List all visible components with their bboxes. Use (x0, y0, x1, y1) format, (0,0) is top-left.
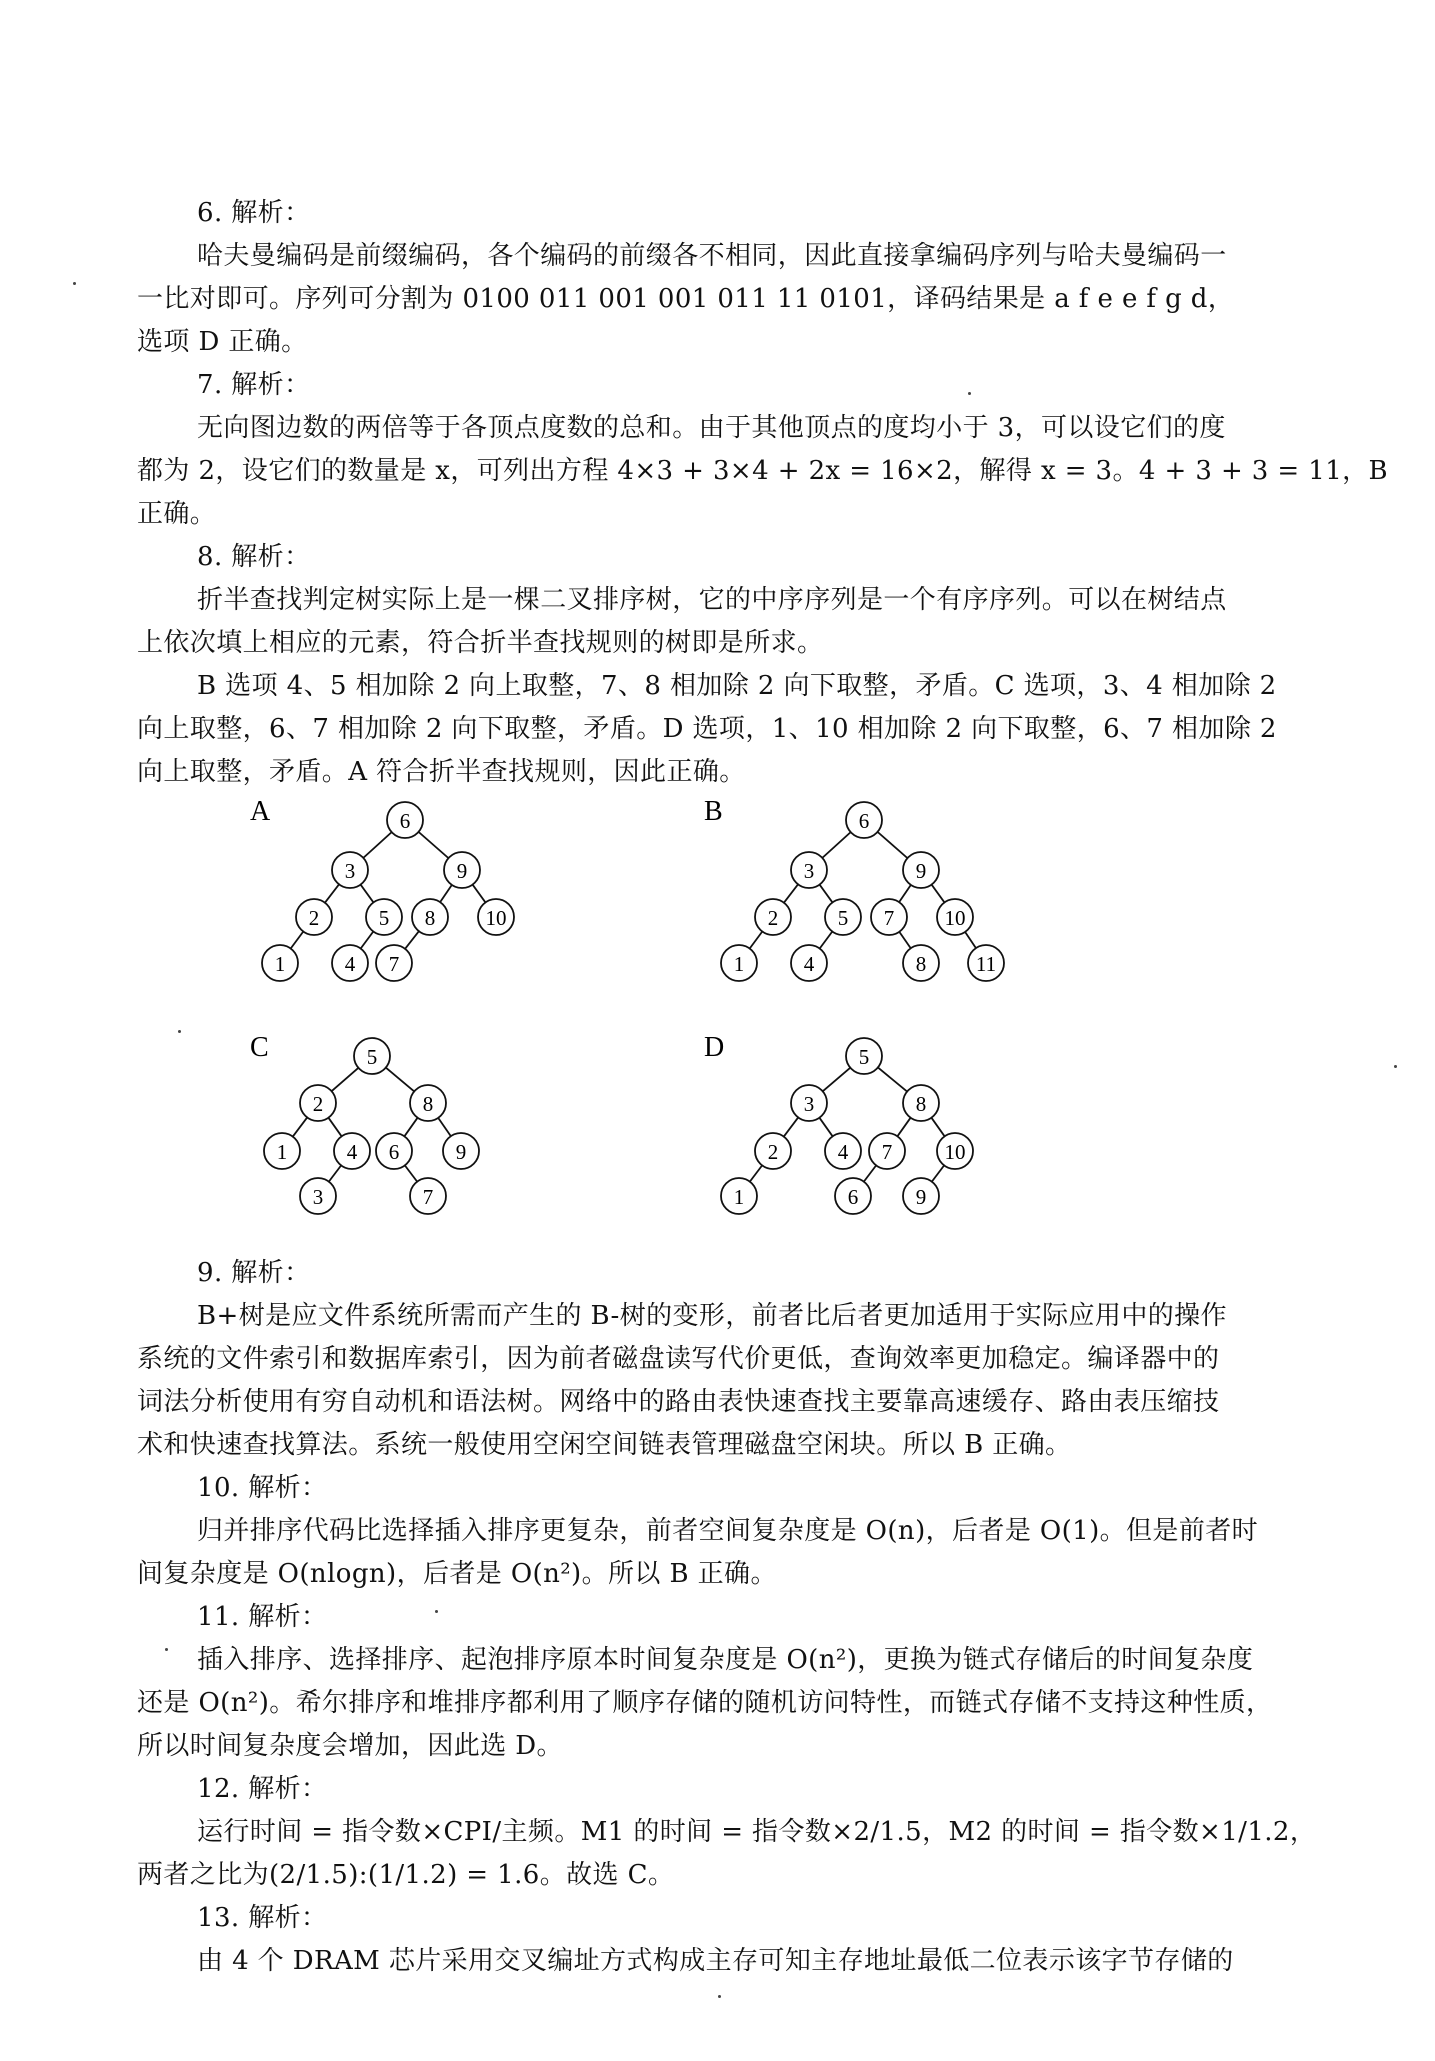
tree-node (835, 1178, 871, 1214)
tree-node-value: 2 (767, 1140, 779, 1164)
tree-edge (897, 1118, 910, 1137)
tree-node-value: 5 (366, 1045, 378, 1069)
tree-edge (291, 931, 304, 948)
tree-edge (819, 1118, 832, 1137)
tree-node (721, 1178, 757, 1214)
paragraph-line: 词法分析使用有穷自动机和语法树。网络中的路由表快速查找主要靠高速缓存、路由表压缩技 (137, 1387, 1220, 1417)
paragraph-line: 向上取整，矛盾。A 符合折半查找规则，因此正确。 (137, 757, 746, 787)
tree-edge (820, 885, 833, 903)
tree-node-value: 9 (455, 1140, 467, 1164)
tree-edge (784, 884, 798, 902)
paragraph-line: 上依次填上相应的元素，符合折半查找规则的树即是所求。 (137, 628, 824, 658)
tree-node-value: 9 (456, 859, 468, 883)
paragraph-line: 正确。 (137, 499, 217, 529)
tree-node-value: 4 (837, 1140, 849, 1164)
tree-node-value: 7 (883, 906, 895, 930)
tree-edge (386, 1068, 414, 1092)
answer-text-top (137, 192, 1389, 794)
tree-node (444, 852, 480, 888)
tree-option-label: D (704, 1032, 725, 1063)
tree-node (937, 1133, 973, 1169)
tree-node-value: 8 (424, 906, 436, 930)
scan-speck (1394, 1065, 1397, 1068)
paragraph-line: 所以时间复杂度会增加，因此选 D。 (137, 1731, 563, 1761)
section-heading: 9. 解析： (197, 1258, 311, 1288)
tree-node-value: 5 (378, 906, 390, 930)
tree-b (704, 796, 1004, 981)
tree-edge (931, 1118, 944, 1137)
tree-node (846, 802, 882, 838)
tree-node (825, 899, 861, 935)
paragraph-line: 选项 D 正确。 (137, 327, 308, 357)
tree-node (846, 1038, 882, 1074)
tree-edge (820, 931, 833, 948)
tree-node (412, 899, 448, 935)
paragraph-line: 由 4 个 DRAM 芯片采用交叉编址方式构成主存可知主存地址最低二位表示该字节存储的 (197, 1946, 1234, 1976)
tree-node-value: 6 (858, 809, 870, 833)
tree-node-value: 1 (274, 952, 286, 976)
paragraph-line: 哈夫曼编码是前缀编码，各个编码的前缀各不相同，因此直接拿编码序列与哈夫曼编码一 (197, 241, 1227, 271)
tree-option-label: A (250, 796, 271, 827)
tree-c (250, 1032, 479, 1214)
tree-edge (293, 1117, 307, 1136)
tree-node-value: 6 (847, 1185, 859, 1209)
paragraph-line: 折半查找判定树实际上是一棵二叉排序树，它的中序序列是一个有序序列。可以在树结点 (197, 585, 1227, 615)
tree-node (443, 1133, 479, 1169)
tree-node (376, 945, 412, 981)
section-heading: 6. 解析： (197, 198, 311, 228)
tree-node (937, 899, 973, 935)
tree-node-value: 7 (422, 1185, 434, 1209)
tree-node (264, 1133, 300, 1169)
answer-text-bottom (137, 1252, 1317, 1983)
tree-node-value: 2 (308, 906, 320, 930)
scan-speck (718, 1995, 721, 1998)
tree-node-value: 8 (422, 1092, 434, 1116)
tree-node-value: 4 (346, 1140, 358, 1164)
tree-edge (405, 931, 419, 949)
tree-node-value: 8 (915, 952, 927, 976)
paragraph-line: 还是 O(n²)。希尔排序和堆排序都利用了顺序存储的随机访问特性，而链式存储不支持这种性质， (137, 1688, 1273, 1718)
tree-node (366, 899, 402, 935)
tree-node-value: 9 (915, 1185, 927, 1209)
tree-edge (332, 1068, 359, 1091)
paragraph-line: 向上取整，6、7 相加除 2 向下取整，矛盾。D 选项，1、10 相加除 2 向下取整，6、7 相加除 2 (137, 714, 1277, 744)
tree-edge (965, 932, 976, 948)
tree-node-value: 9 (915, 859, 927, 883)
tree-node-value: 7 (881, 1140, 893, 1164)
paragraph-line: 归并排序代码比选择插入排序更复杂，前者空间复杂度是 O(n)，后者是 O(1)。但是前者时 (197, 1516, 1259, 1546)
paragraph-line: 一比对即可。序列可分割为 0100 011 001 001 011 11 0101，译码结果是 a f e e f g d， (137, 284, 1235, 314)
scan-speck (435, 1610, 438, 1613)
tree-node-value: 5 (858, 1045, 870, 1069)
tree-edge (419, 832, 449, 858)
paragraph-line: 运行时间 = 指令数×CPI/主频。M1 的时间 = 指令数×2/1.5，M2 的时间 = 指令数×1/1.2， (197, 1817, 1317, 1847)
tree-node-value: 11 (975, 952, 997, 976)
tree-edge (438, 1118, 451, 1136)
tree-node (387, 802, 423, 838)
tree-edge (899, 932, 910, 948)
tree-node-value: 10 (944, 906, 966, 930)
section-heading: 12. 解析： (197, 1774, 328, 1804)
tree-edge (932, 885, 945, 903)
paragraph-line: 术和快速查找算法。系统一般使用空闲空间链表管理磁盘空闲块。所以 B 正确。 (137, 1430, 1072, 1460)
tree-node-value: 5 (837, 906, 849, 930)
tree-edge (361, 885, 374, 903)
tree-node-value: 4 (344, 952, 356, 976)
tree-node-value: 6 (388, 1140, 400, 1164)
tree-node-value: 6 (399, 809, 411, 833)
tree-node (721, 945, 757, 981)
tree-node-value: 10 (944, 1140, 966, 1164)
tree-node-value: 3 (803, 1092, 815, 1116)
scan-speck (178, 1030, 181, 1033)
tree-node-value: 10 (485, 906, 507, 930)
tree-edge (750, 931, 763, 948)
tree-node (903, 852, 939, 888)
binary-search-trees-figure (250, 790, 1170, 1250)
tree-node (300, 1085, 336, 1121)
tree-node (755, 899, 791, 935)
tree-node (262, 945, 298, 981)
tree-option-label: C (250, 1032, 269, 1063)
tree-d (704, 1032, 973, 1214)
tree-edge (329, 1165, 341, 1181)
tree-node-value: 4 (803, 952, 815, 976)
paragraph-line: 插入排序、选择排序、起泡排序原本时间复杂度是 O(n²)，更换为链式存储后的时间复杂度 (197, 1645, 1254, 1675)
tree-option-label: B (704, 796, 723, 827)
paragraph-line: B 选项 4、5 相加除 2 向上取整，7、8 相加除 2 向下取整，矛盾。C 选项，3、4 相加除 2 (197, 671, 1277, 701)
tree-node (332, 852, 368, 888)
tree-edge (784, 1117, 798, 1136)
tree-edge (750, 1165, 762, 1181)
tree-node-value: 3 (312, 1185, 324, 1209)
section-heading: 13. 解析： (197, 1903, 328, 1933)
tree-node (478, 899, 514, 935)
tree-node-value: 1 (733, 952, 745, 976)
tree-node (825, 1133, 861, 1169)
tree-node (869, 1133, 905, 1169)
tree-node (296, 899, 332, 935)
tree-node (903, 945, 939, 981)
tree-node-value: 2 (767, 906, 779, 930)
tree-node (332, 945, 368, 981)
tree-node (871, 899, 907, 935)
tree-edge (878, 832, 908, 858)
tree-a (250, 796, 514, 981)
paragraph-line: 都为 2，设它们的数量是 x，可列出方程 4×3 + 3×4 + 2x = 16×2，解得 x = 3。4 + 3 + 3 = 11，B (137, 456, 1389, 486)
tree-node (791, 852, 827, 888)
tree-edge (878, 1067, 907, 1091)
scan-speck (165, 1648, 168, 1651)
scan-speck (968, 392, 971, 395)
tree-node (791, 1085, 827, 1121)
tree-edge (823, 1068, 851, 1092)
tree-node (903, 1085, 939, 1121)
tree-node (354, 1038, 390, 1074)
tree-node-value: 1 (733, 1185, 745, 1209)
paragraph-line: 无向图边数的两倍等于各顶点度数的总和。由于其他顶点的度均小于 3，可以设它们的度 (197, 413, 1226, 443)
tree-edge (363, 832, 391, 858)
paragraph-line: 两者之比为(2/1.5):(1/1.2) = 1.6。故选 C。 (137, 1860, 675, 1890)
tree-edge (822, 832, 850, 858)
section-heading: 8. 解析： (197, 542, 311, 572)
tree-node-value: 3 (344, 859, 356, 883)
tree-node (334, 1133, 370, 1169)
tree-node-value: 2 (312, 1092, 324, 1116)
paragraph-line: B+树是应文件系统所需而产生的 B-树的变形，前者比后者更加适用于实际应用中的操作 (197, 1301, 1227, 1331)
section-heading: 10. 解析： (197, 1473, 328, 1503)
tree-edge (932, 1165, 944, 1181)
tree-node (755, 1133, 791, 1169)
paragraph-line: 系统的文件索引和数据库索引，因为前者磁盘读写代价更低，查询效率更加稳定。编译器中的 (137, 1344, 1220, 1374)
section-heading: 7. 解析： (197, 370, 311, 400)
section-heading: 11. 解析： (197, 1602, 328, 1632)
tree-node (903, 1178, 939, 1214)
tree-edge (325, 884, 339, 902)
tree-node (791, 945, 827, 981)
tree-edge (361, 931, 374, 948)
tree-edge (404, 1118, 417, 1137)
tree-node (968, 945, 1004, 981)
tree-node-value: 8 (915, 1092, 927, 1116)
tree-edge (328, 1118, 341, 1137)
tree-node (410, 1085, 446, 1121)
tree-node (300, 1178, 336, 1214)
tree-node-value: 7 (388, 952, 400, 976)
tree-edge (899, 885, 911, 902)
tree-edge (405, 1165, 417, 1181)
scan-speck (73, 282, 76, 285)
tree-edge (473, 885, 486, 903)
tree-edge (864, 1165, 876, 1181)
tree-node (410, 1178, 446, 1214)
tree-node-value: 3 (803, 859, 815, 883)
tree-node-value: 1 (276, 1140, 288, 1164)
tree-edge (440, 885, 452, 902)
paragraph-line: 间复杂度是 O(nlogn)，后者是 O(n²)。所以 B 正确。 (137, 1559, 777, 1589)
tree-node (376, 1133, 412, 1169)
